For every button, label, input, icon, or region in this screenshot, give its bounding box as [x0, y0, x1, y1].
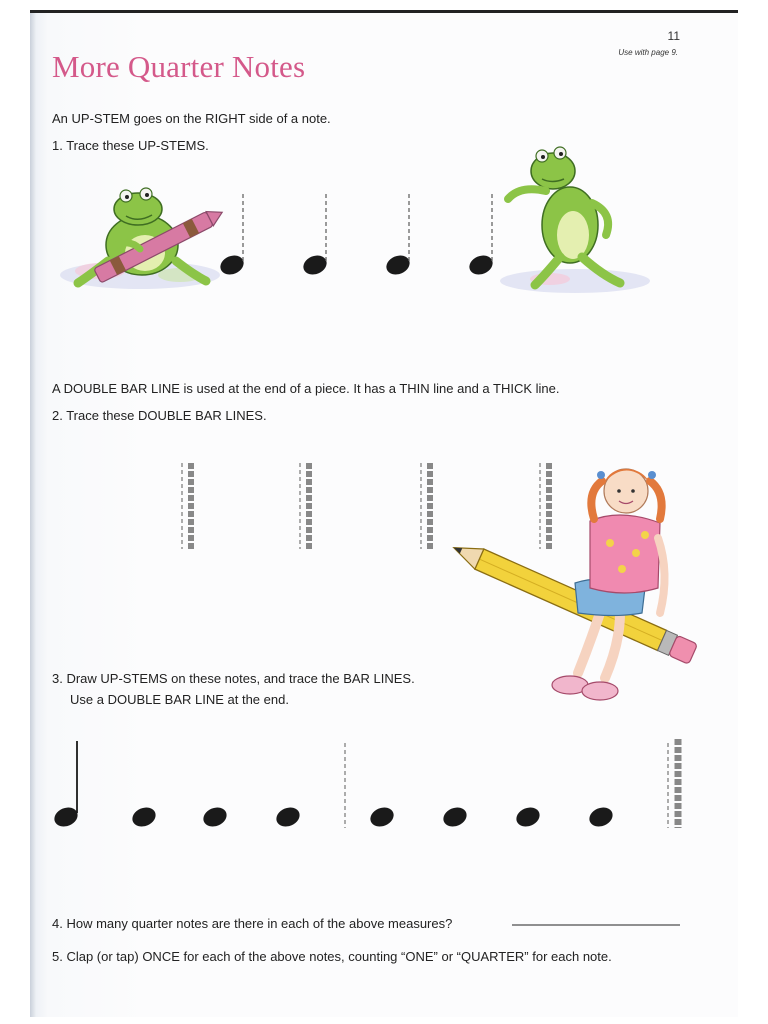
girl-icon — [449, 469, 697, 700]
traceable-note[interactable] — [218, 193, 247, 278]
note-head[interactable] — [587, 804, 616, 830]
traceable-double-bar-line[interactable] — [182, 463, 191, 549]
note-head[interactable] — [130, 804, 159, 830]
traceable-double-bar-line[interactable] — [668, 739, 678, 828]
note-head[interactable] — [514, 804, 543, 830]
traceable-double-bar-line[interactable] — [421, 463, 430, 549]
question-5: 5. Clap (or tap) ONCE for each of the above notes, counting “ONE” or “QUARTER” for each note. — [52, 949, 612, 964]
note-head[interactable] — [441, 804, 470, 830]
note-head[interactable] — [274, 804, 303, 830]
music-and-art-layer — [30, 13, 738, 1017]
page-title: More Quarter Notes — [52, 49, 306, 84]
use-with-note: Use with page 9. — [618, 48, 678, 57]
double-bar-intro: A DOUBLE BAR LINE is used at the end of a piece. It has a THIN line and a THICK line. — [52, 381, 560, 396]
traceable-note[interactable] — [301, 193, 330, 278]
traceable-note[interactable] — [467, 193, 496, 278]
page-number: 11 — [667, 29, 680, 43]
instruction-2: 2. Trace these DOUBLE BAR LINES. — [52, 408, 267, 423]
question-4: 4. How many quarter notes are there in each of the above measures? — [52, 916, 453, 931]
instruction-3-line2: Use a DOUBLE BAR LINE at the end. — [70, 692, 289, 707]
frog-icon — [60, 188, 226, 289]
upstem-intro: An UP-STEM goes on the RIGHT side of a note. — [52, 111, 331, 126]
note-with-example-stem[interactable] — [52, 741, 81, 830]
frog-icon — [500, 147, 650, 293]
traceable-double-bar-line[interactable] — [540, 463, 549, 549]
instruction-3-line1: 3. Draw UP-STEMS on these notes, and trace the BAR LINES. — [52, 671, 415, 686]
note-head[interactable] — [368, 804, 397, 830]
instruction-1: 1. Trace these UP-STEMS. — [52, 138, 209, 153]
workbook-page — [30, 10, 738, 1017]
traceable-double-bar-line[interactable] — [300, 463, 309, 549]
note-head[interactable] — [201, 804, 230, 830]
traceable-note[interactable] — [384, 193, 413, 278]
